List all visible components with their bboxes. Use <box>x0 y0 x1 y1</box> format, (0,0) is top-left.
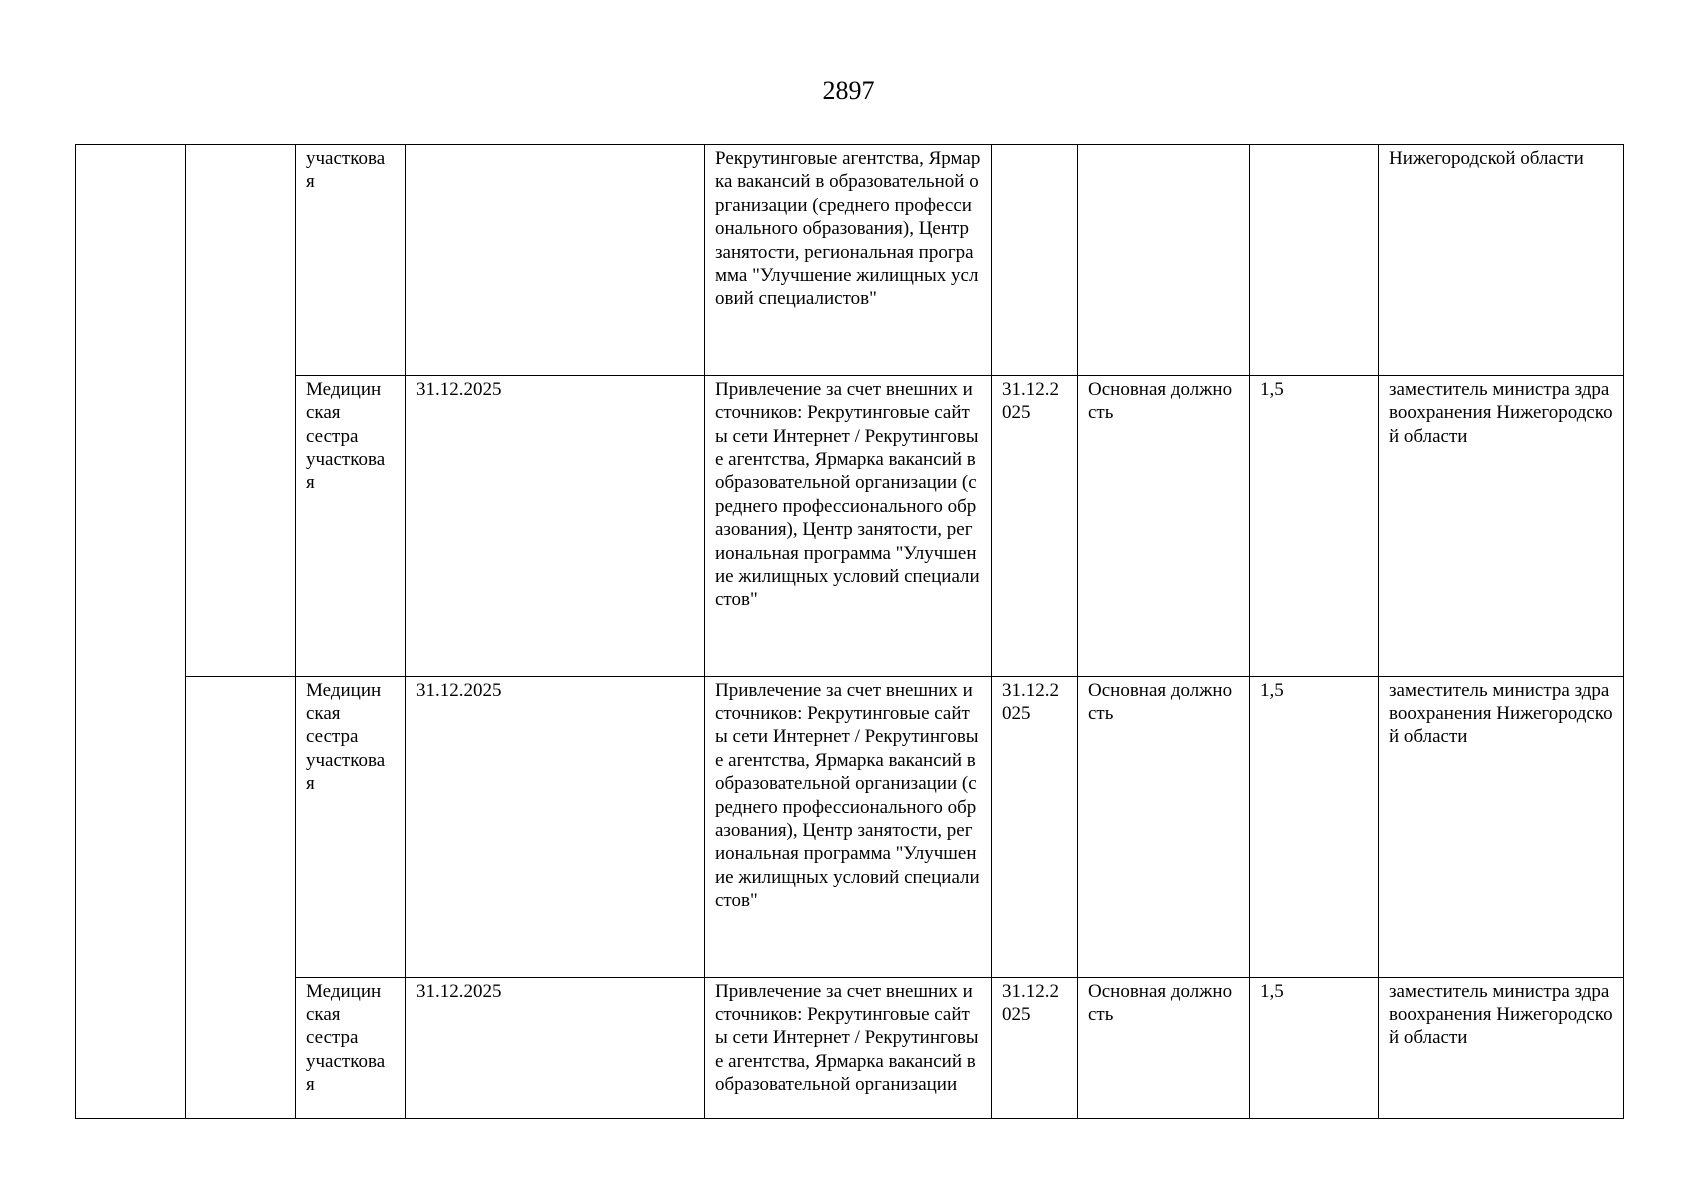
position-cell <box>296 145 406 376</box>
responsible-text: Нижегородской области <box>1389 148 1584 169</box>
responsible-cell <box>1379 145 1624 376</box>
responsible-text: заместитель министра здравоохранения Нижегородской области <box>1389 679 1613 748</box>
date-text: 31.12.2025 <box>416 980 502 1002</box>
empty-cell <box>76 145 186 1119</box>
date-text: 31.12.2025 <box>416 378 502 400</box>
source-text: Привлечение за счет внешних источников: Рекрутинговые сайты сети Интернет / Рекрутинговые агентства, Ярмарка вакансий в образовательной организации (среднего профессионального образования), Центр занятости, региональная программа "Улучшение жилищных условий специалистов" <box>715 679 980 912</box>
staffing-table <box>75 144 1624 1119</box>
responsible-cell <box>1379 375 1624 676</box>
date2-cell <box>992 977 1078 1118</box>
table-row <box>76 676 1624 977</box>
date2-cell <box>992 145 1078 376</box>
responsible-cell <box>1379 676 1624 977</box>
rate-cell <box>1250 977 1379 1118</box>
rate-text: 1,5 <box>1260 679 1284 701</box>
rate-cell <box>1250 145 1379 376</box>
rate-text: 1,5 <box>1260 980 1284 1002</box>
position-text: Медицин ская сестра участкова я <box>306 980 386 1096</box>
empty-cell <box>186 145 296 677</box>
source-cell <box>705 375 992 676</box>
responsible-cell <box>1379 977 1624 1118</box>
source-cell <box>705 145 992 376</box>
post-type-text: Основная должность <box>1088 980 1233 1025</box>
date-cell <box>406 977 705 1118</box>
table-row <box>76 145 1624 376</box>
empty-cell <box>186 676 296 1118</box>
rate-cell <box>1250 676 1379 977</box>
date2-text: 31.12.2 025 <box>1002 980 1059 1025</box>
date2-text: 31.12.2 025 <box>1002 378 1059 424</box>
post-type-text: Основная должность <box>1088 679 1233 725</box>
responsible-text: заместитель министра здравоохранения Нижегородской области <box>1389 980 1613 1049</box>
source-cell <box>705 676 992 977</box>
position-cell <box>296 375 406 676</box>
date-text: 31.12.2025 <box>416 679 502 701</box>
source-text: Рекрутинговые агентства, Ярмарка вакансий в образовательной организации (среднего профессионального образования), Центр занятости, региональная программа "Улучшение жилищных условий специалистов" <box>715 148 981 310</box>
position-text: участкова я <box>306 148 386 193</box>
position-cell <box>296 977 406 1118</box>
position-text: Медицин ская сестра участкова я <box>306 378 386 494</box>
date2-text: 31.12.2 025 <box>1002 679 1059 725</box>
post-type-cell <box>1078 145 1250 376</box>
rate-text: 1,5 <box>1260 378 1284 400</box>
date2-cell <box>992 375 1078 676</box>
post-type-text: Основная должность <box>1088 378 1233 424</box>
date2-cell <box>992 676 1078 977</box>
rate-cell <box>1250 375 1379 676</box>
table-row <box>76 375 1624 676</box>
date-cell <box>406 145 705 376</box>
responsible-text: заместитель министра здравоохранения Нижегородской области <box>1389 378 1613 447</box>
source-text: Привлечение за счет внешних источников: Рекрутинговые сайты сети Интернет / Рекрутинговые агентства, Ярмарка вакансий в образовательной организации (среднего профессионального образования), Центр занятости, региональная программа "Улучшение жилищных условий специалистов" <box>715 378 980 611</box>
source-text: Привлечение за счет внешних источников: Рекрутинговые сайты сети Интернет / Рекрутинговые агентства, Ярмарка вакансий в образовательной организации <box>715 980 979 1096</box>
date-cell <box>406 375 705 676</box>
table-row <box>76 977 1624 1118</box>
date-cell <box>406 676 705 977</box>
source-cell <box>705 977 992 1118</box>
post-type-cell <box>1078 977 1250 1118</box>
post-type-cell <box>1078 676 1250 977</box>
position-text: Медицин ская сестра участкова я <box>306 679 386 795</box>
position-cell <box>296 676 406 977</box>
page-number: 2897 <box>822 76 875 105</box>
post-type-cell <box>1078 375 1250 676</box>
